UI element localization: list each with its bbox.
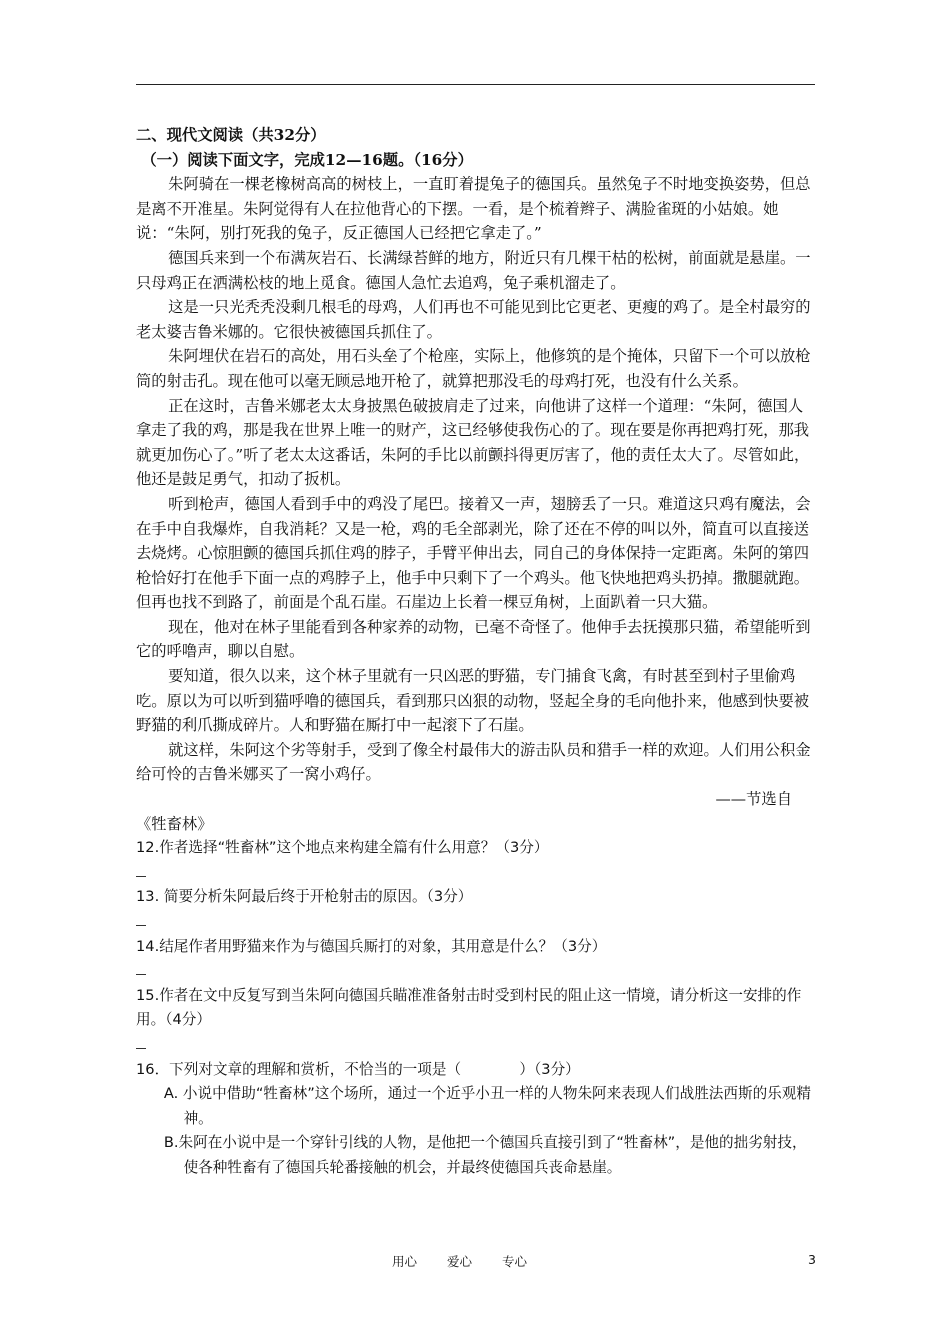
header-rule <box>136 84 815 85</box>
footer-motto-2: 爱心 <box>447 1254 473 1269</box>
footer-motto-3: 专心 <box>502 1254 528 1269</box>
source-book-title: 《牲畜林》 <box>136 814 213 833</box>
question-15: 15.作者在文中反复写到当朱阿向德国兵瞄准准备射击时受到村民的阻止这一情境，请分析这一安排的作用。（4分） <box>136 986 802 1029</box>
question-12: 12.作者选择“牲畜林”这个地点来构建全篇有什么用意？（3分） <box>136 839 549 857</box>
passage-paragraph-5: 正在这时，吉鲁米娜老太太身披黑色破披肩走了过来，向他讲了这样一个道理：“朱阿，德国人拿走了我的鸡，那是我在世界上唯一的财产，这已经够使我伤心的了。现在要是你再把鸡打死，那我就更加伤心了。”听了老太太这番话，朱阿的手比以前颤抖得更厉害了，他的责任太大了。尽管如此，他还是鼓足勇气，扣动了扳机。 <box>136 396 810 489</box>
footer-motto <box>392 1252 553 1270</box>
option-a: A. 小说中借助“牲畜林”这个场所，通过一个近乎小丑一样的人物朱阿来表现人们战胜法西斯的乐观精神。 <box>163 1085 811 1127</box>
answer-blank-13[interactable] <box>136 910 816 935</box>
source-attribution: ——节选自 <box>715 790 792 809</box>
passage-paragraph-3: 这是一只光秃秃没剩几根毛的母鸡，人们再也不可能见到比它更老、更瘦的鸡了。是全村最穷的老太婆吉鲁米娜的。它很快被德国兵抓住了。 <box>136 298 811 341</box>
footer-motto-1: 用心 <box>392 1254 418 1269</box>
passage-paragraph-2: 德国兵来到一个布满灰岩石、长满绿苔鲜的地方，附近只有几棵干枯的松树，前面就是悬崖。一只母鸡正在洒满松枝的地上觅食。德国人急忙去追鸡，兔子乘机溜走了。 <box>136 248 811 292</box>
option-b: B.朱阿在小说中是一个穿针引线的人物，是他把一个德国兵直接引到了“牲畜林”，是他的拙劣射技，使各种牲畜有了德国兵轮番接触的机会，并最终使德国兵丧命悬崖。 <box>163 1134 807 1176</box>
question-14: 14.结尾作者用野猫来作为与德国兵厮打的对象，其用意是什么？（3分） <box>136 937 607 955</box>
section-title: 二、现代文阅读（共32分） <box>136 126 326 144</box>
answer-blank-14[interactable] <box>136 959 816 984</box>
page-number: 3 <box>808 1252 816 1267</box>
section-subtitle: （一）阅读下面文字，完成12—16题。（16分） <box>141 150 473 169</box>
questions-block <box>136 836 816 1180</box>
question-16: 16．下列对文章的理解和赏析，不恰当的一项是（ ）（3分） <box>136 1060 580 1078</box>
passage-paragraph-7: 现在，他对在林子里能看到各种家养的动物，已毫不奇怪了。他伸手去抚摸那只猫，希望能听到它的呼噜声，聊以自慰。 <box>136 617 811 661</box>
page-content <box>136 123 816 1181</box>
question-13: 13. 简要分析朱阿最后终于开枪射击的原因。（3分） <box>136 888 473 906</box>
passage-paragraph-9: 就这样，朱阿这个劣等射手，受到了像全村最伟大的游击队员和猎手一样的欢迎。人们用公积金给可怜的吉鲁米娜买了一窝小鸡仔。 <box>136 740 811 784</box>
answer-blank-15[interactable] <box>136 1033 816 1058</box>
answer-blank-12[interactable] <box>136 861 816 886</box>
passage-paragraph-1: 朱阿骑在一棵老橡树高高的树枝上，一直盯着提兔子的德国兵。虽然兔子不时地变换姿势，但总是离不开准星。朱阿觉得有人在拉他背心的下摆。一看，是个梳着辫子、满脸雀斑的小姑娘。她说：“朱阿，别打死我的兔子，反正德国人已经把它拿走了。” <box>136 175 811 243</box>
passage-paragraph-8: 要知道，很久以来，这个林子里就有一只凶恶的野猫，专门捕食飞禽，有时甚至到村子里偷鸡吃。原以为可以听到猫呼噜的德国兵，看到那只凶狠的动物，竖起全身的毛向他扑来，他感到快要被野猫的利爪撕成碎片。人和野猫在厮打中一起滚下了石崖。 <box>136 667 810 735</box>
passage-paragraph-6: 听到枪声，德国人看到手中的鸡没了尾巴。接着又一声，翅膀丢了一只。难道这只鸡有魔法，会在手中自我爆炸，自我消耗？又是一枪，鸡的毛全部剥光，除了还在不停的叫以外，简直可以直接送去烧烤。心惊胆颤的德国兵抓住鸡的脖子，手臂平伸出去，同自己的身体保持一定距离。朱阿的第四枪恰好打在他手下面一点的鸡脖子上，他手中只剩下了一个鸡头。他飞快地把鸡头扔掉。撒腿就跑。但再也找不到路了，前面是个乱石崖。石崖边上长着一棵豆角树，上面趴着一只大猫。 <box>136 494 811 612</box>
passage-paragraph-4: 朱阿埋伏在岩石的高处，用石头垒了个枪座，实际上，他修筑的是个掩体，只留下一个可以放枪筒的射击孔。现在他可以毫无顾忌地开枪了，就算把那没毛的母鸡打死，也没有什么关系。 <box>136 347 811 390</box>
